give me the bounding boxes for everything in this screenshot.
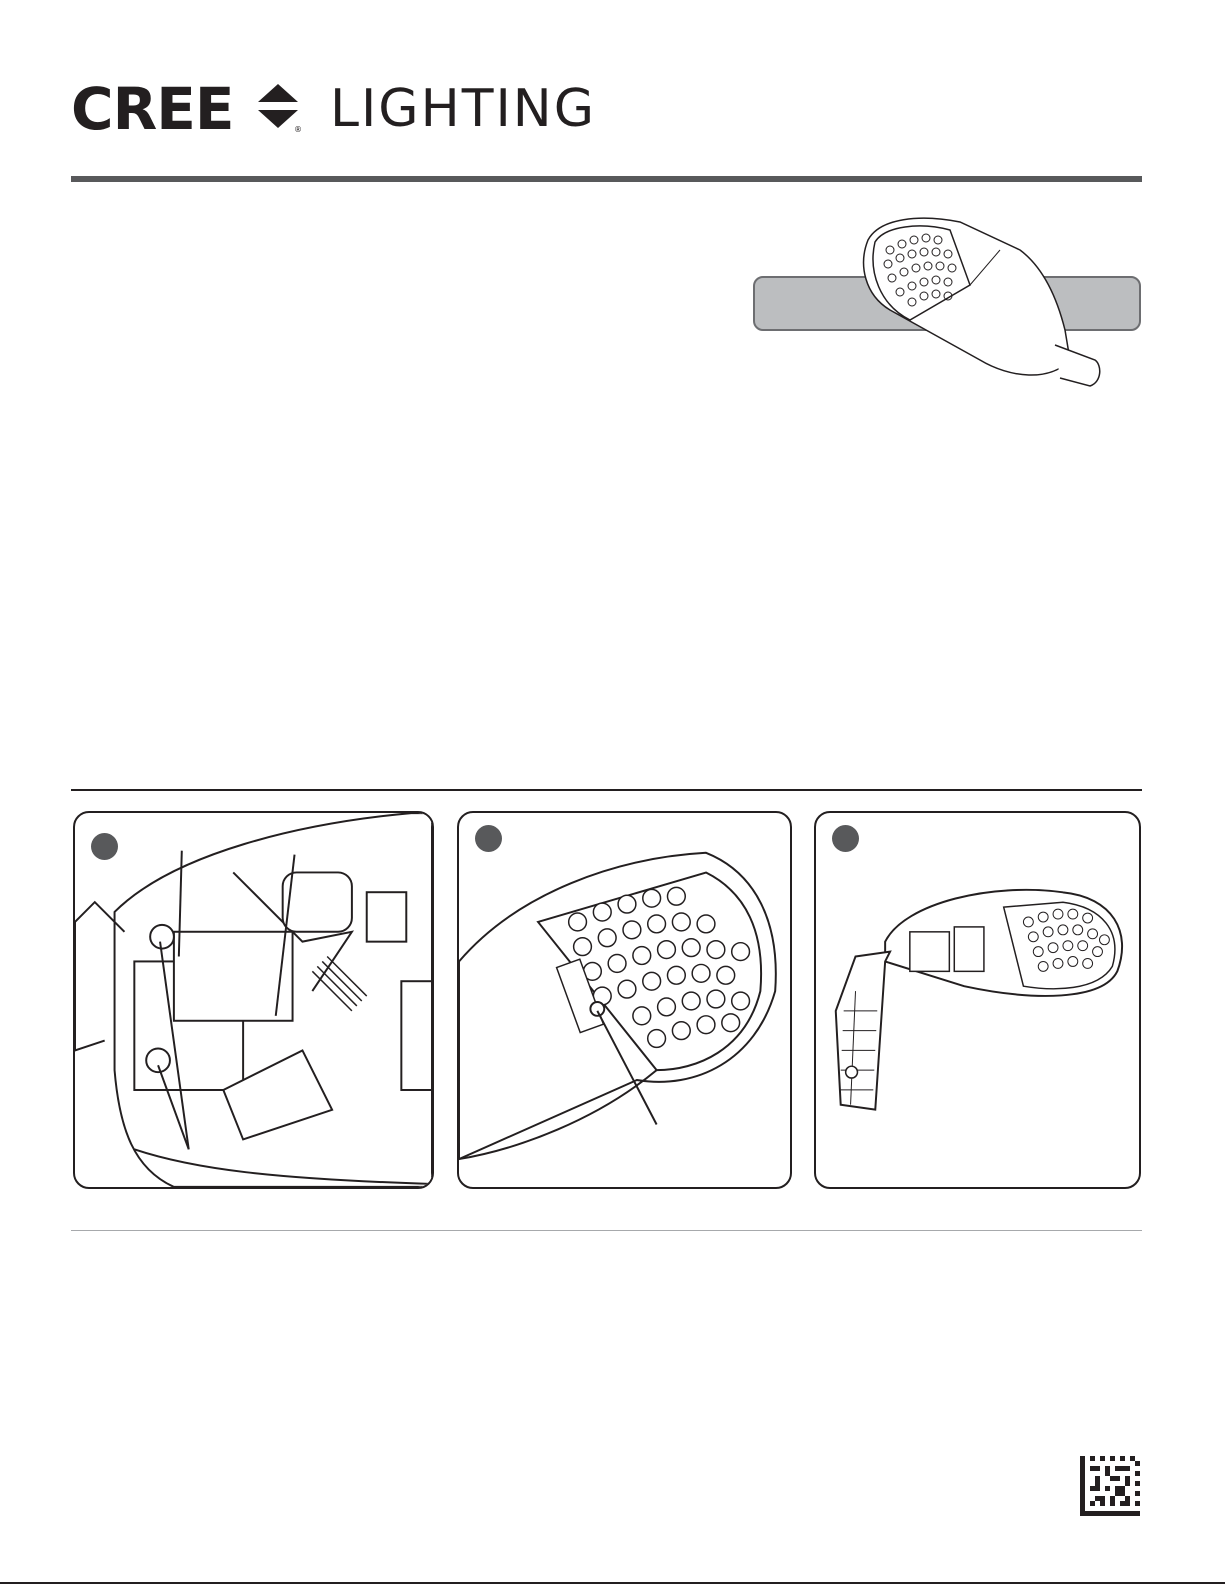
step-number-dot [832,825,859,852]
brand-logo-suffix: LIGHTING [330,79,596,139]
figure-panel-3 [814,811,1141,1189]
footer-divider [0,1582,1225,1584]
registered-mark: ® [294,125,302,134]
step-number-dot [475,825,502,852]
open-door-drawing [816,813,1139,1187]
bottom-divider [71,1230,1142,1231]
up-down-chevron-logo-icon [254,82,302,134]
led-plate-drawing [459,813,790,1187]
figure-panel-2 [457,811,792,1189]
data-matrix-code [1080,1456,1140,1516]
brand-logo-text: CREE [71,75,234,143]
header-divider [71,176,1142,182]
luminaire-illustration [850,210,1110,400]
section-divider [71,789,1142,791]
step-number-dot [91,833,118,860]
figure-panel-1 [73,811,434,1189]
housing-interior-drawing [75,813,432,1187]
